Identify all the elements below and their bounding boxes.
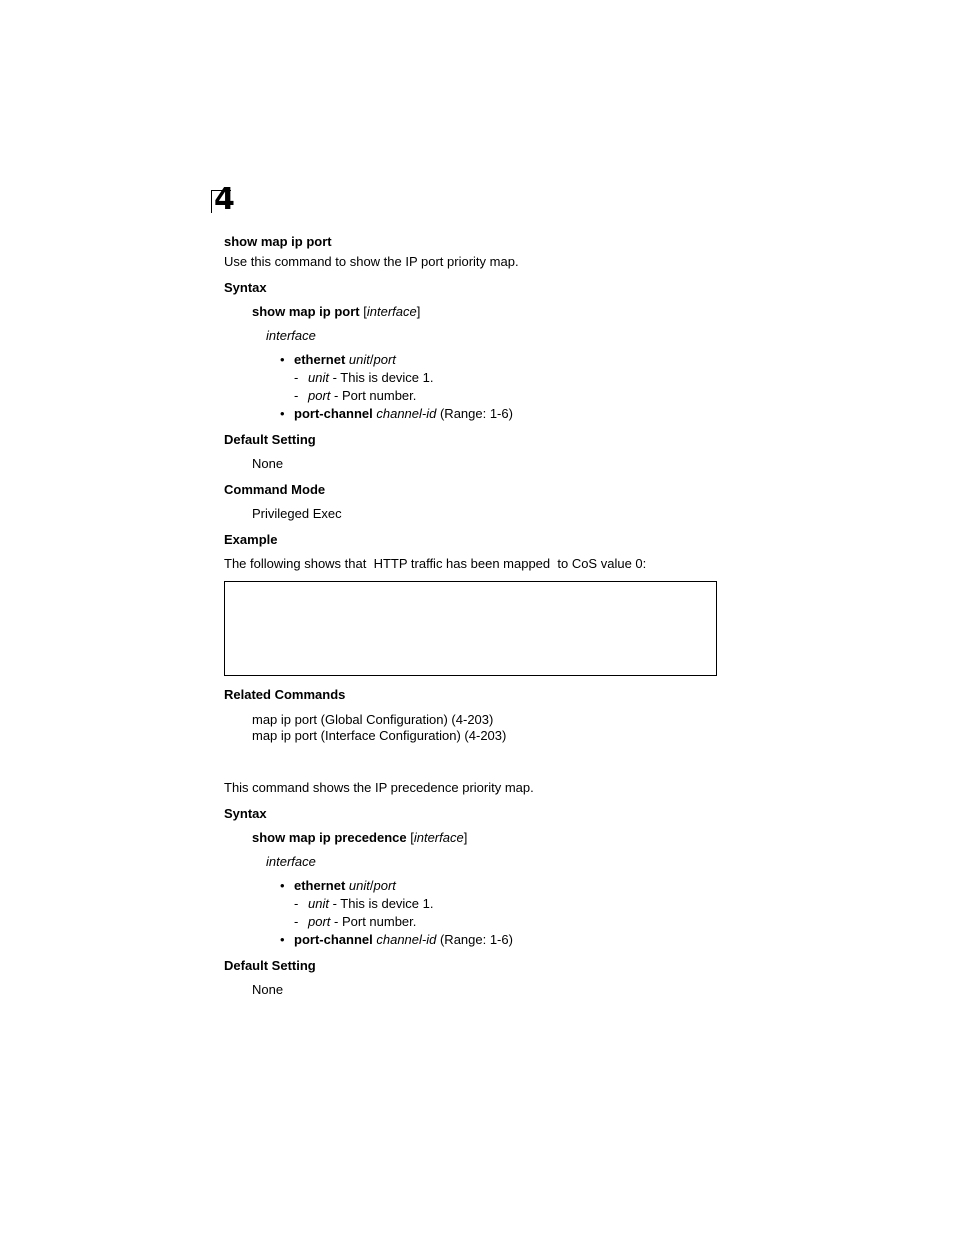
option-arg: channel-id (376, 932, 437, 947)
command-mode-heading: Command Mode (224, 482, 326, 497)
option-arg-port: port (373, 352, 396, 367)
syntax-heading: Syntax (224, 280, 267, 295)
option-arg-port: port (373, 878, 396, 893)
option-keyword: ethernet (294, 352, 346, 367)
default-setting-value-2: None (252, 982, 284, 997)
option-separator: / (369, 352, 374, 367)
option-keyword: port-channel (294, 932, 373, 947)
syntax-line-2 (252, 830, 467, 846)
sub-option-unit-2 (294, 896, 434, 912)
option-port-channel-2 (280, 932, 513, 948)
dash-glyph: - (294, 896, 299, 911)
sub-option-desc: - This is device 1. (328, 896, 434, 911)
chapter-marker-bar (211, 190, 212, 213)
command-title: show map ip port (224, 234, 332, 249)
default-setting-heading: Default Setting (224, 432, 316, 447)
syntax-heading-2: Syntax (224, 806, 267, 821)
option-range: (Range: 1-6) (436, 932, 513, 947)
bullet-glyph: • (280, 352, 285, 367)
option-range: (Range: 1-6) (436, 406, 513, 421)
dash-glyph: - (294, 914, 299, 929)
example-heading: Example (224, 532, 278, 547)
dash-glyph: - (294, 370, 299, 385)
option-keyword: port-channel (294, 406, 373, 421)
sub-option-name: unit (308, 370, 329, 385)
example-code-box (224, 581, 717, 676)
syntax-param: interface (413, 830, 464, 845)
param-name-2: interface (266, 854, 316, 869)
syntax-close-bracket: ] (463, 830, 468, 845)
sub-option-unit (294, 370, 434, 386)
sub-option-name: port (308, 388, 331, 403)
option-ethernet (280, 352, 396, 368)
default-setting-heading-2: Default Setting (224, 958, 316, 973)
option-arg-unit: unit (348, 352, 370, 367)
option-separator: / (369, 878, 374, 893)
related-command-2: map ip port (Interface Configuration) (4-203) (252, 728, 507, 743)
bullet-glyph: • (280, 932, 285, 947)
option-arg-unit: unit (348, 878, 370, 893)
related-command-1: map ip port (Global Configuration) (4-203) (252, 712, 494, 727)
syntax-line (252, 304, 420, 320)
bullet-glyph: • (280, 878, 285, 893)
syntax-command: show map ip precedence (252, 830, 407, 845)
bullet-glyph: • (280, 406, 285, 421)
command-description-2: This command shows the IP precedence priority map. (224, 780, 534, 795)
sub-option-desc: - This is device 1. (328, 370, 434, 385)
chapter-marker (211, 182, 241, 217)
option-arg: channel-id (376, 406, 437, 421)
syntax-close-bracket: ] (416, 304, 421, 319)
syntax-open-bracket: [ (359, 304, 367, 319)
sub-option-port (294, 388, 416, 404)
sub-option-port-2 (294, 914, 416, 930)
sub-option-name: port (308, 914, 331, 929)
sub-option-desc: - Port number. (330, 388, 417, 403)
param-name: interface (266, 328, 316, 343)
option-keyword: ethernet (294, 878, 346, 893)
syntax-command: show map ip port (252, 304, 360, 319)
chapter-number: 4 (214, 182, 235, 217)
sub-option-desc: - Port number. (330, 914, 417, 929)
command-mode-value: Privileged Exec (252, 506, 342, 521)
sub-option-name: unit (308, 896, 329, 911)
option-ethernet-2 (280, 878, 396, 894)
option-port-channel (280, 406, 513, 422)
dash-glyph: - (294, 388, 299, 403)
default-setting-value: None (252, 456, 284, 471)
example-text: The following shows that HTTP traffic has been mapped to CoS value 0: (224, 556, 647, 571)
related-commands-heading: Related Commands (224, 687, 346, 702)
syntax-open-bracket: [ (406, 830, 414, 845)
command-description: Use this command to show the IP port priority map. (224, 254, 519, 269)
syntax-param: interface (366, 304, 417, 319)
